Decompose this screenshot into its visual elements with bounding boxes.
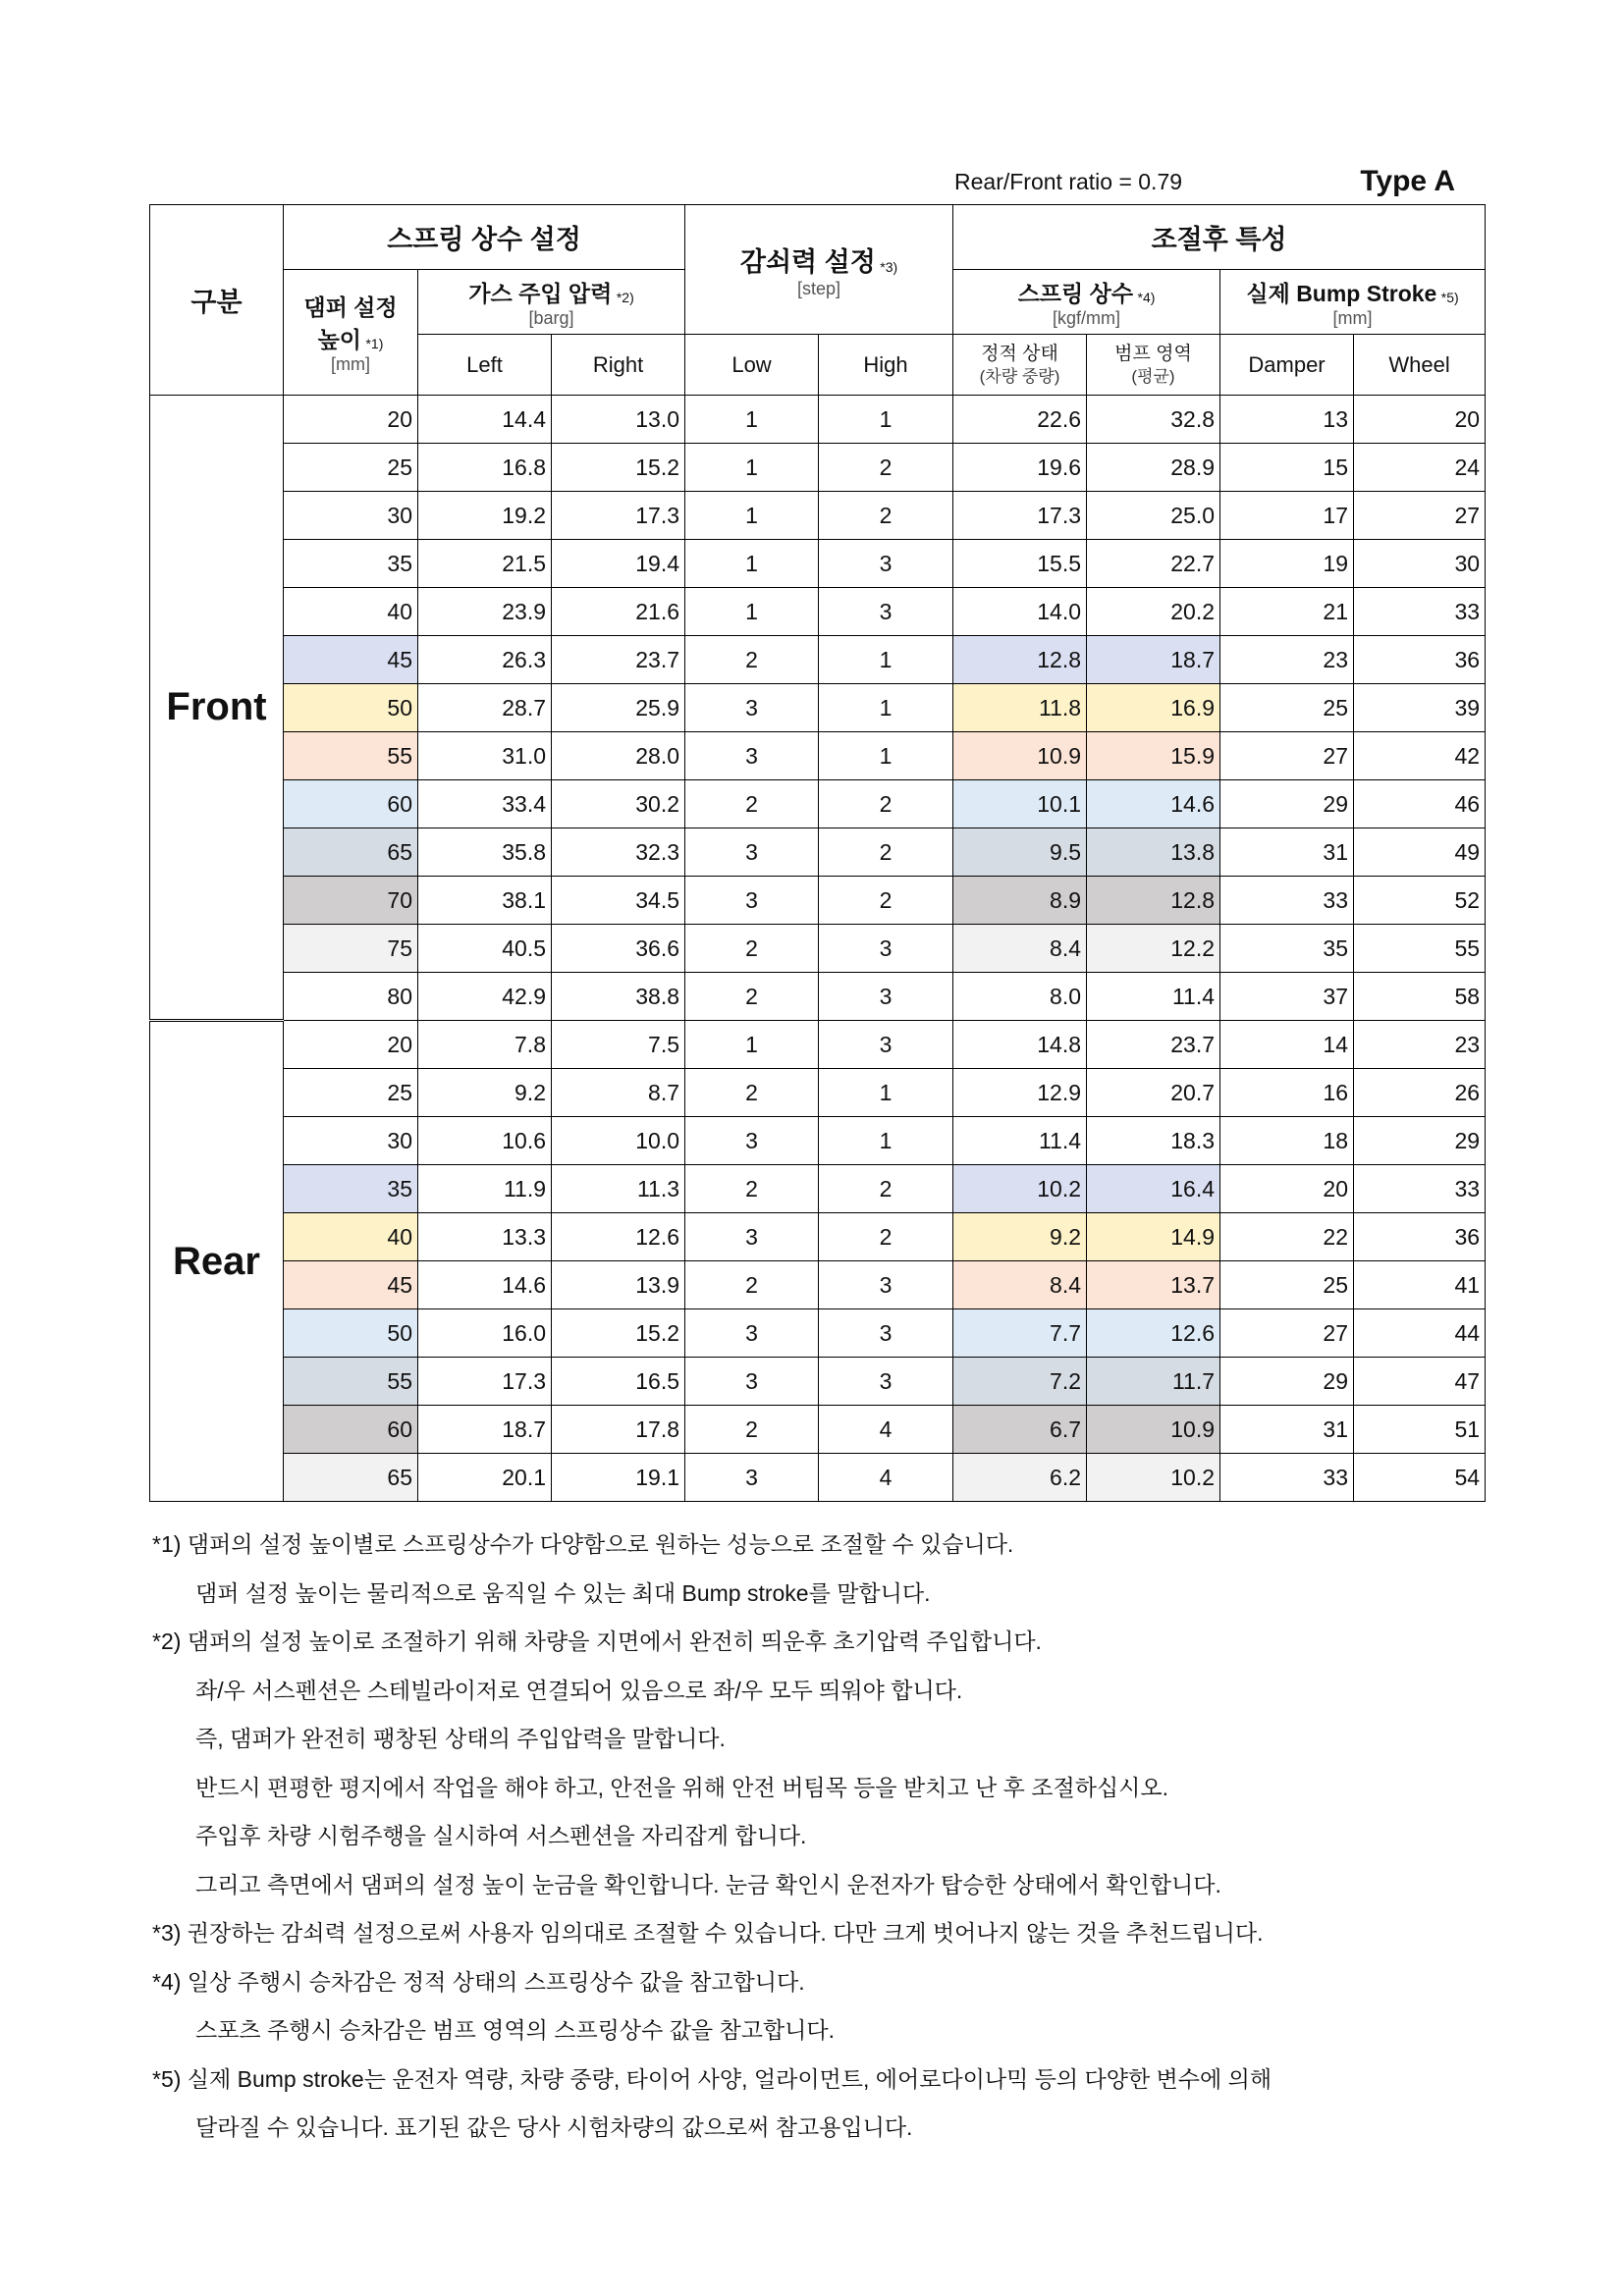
cell-high: 3: [819, 588, 953, 636]
static-label-2: (차량 중량): [979, 367, 1060, 386]
cell-high: 1: [819, 1069, 953, 1117]
cell-height: 65: [284, 1454, 418, 1502]
after-adjust-header: [953, 205, 1486, 270]
cell-damper: 35: [1220, 925, 1354, 973]
cell-height: 60: [284, 780, 418, 828]
cell-low: 2: [685, 780, 819, 828]
cell-static: 9.5: [953, 828, 1087, 877]
cell-bump: 20.7: [1087, 1069, 1220, 1117]
cell-damper: 18: [1220, 1117, 1354, 1165]
cell-low: 2: [685, 925, 819, 973]
cell-static: 22.6: [953, 396, 1087, 444]
cell-wheel: 33: [1354, 1165, 1486, 1213]
cell-damper: 29: [1220, 1358, 1354, 1406]
cell-height: 40: [284, 588, 418, 636]
footnote-line: 달라질 수 있습니다. 표기된 값은 당사 시험차량의 값으로써 참고용입니다.: [195, 2114, 913, 2140]
front-section: [150, 396, 1486, 1021]
cell-right: 13.9: [552, 1261, 685, 1309]
gas-pressure-label: 가스 주입 압력: [468, 280, 613, 306]
cell-high: 3: [819, 1021, 953, 1069]
cell-low: 2: [685, 1406, 819, 1454]
table-row: [150, 588, 1486, 636]
table-row: [150, 1069, 1486, 1117]
title-line: [149, 165, 1485, 204]
footnote-line: 그리고 측면에서 댐퍼의 설정 높이 눈금을 확인합니다. 눈금 확인시 운전자가 탑승한 상태에서 확인합니다.: [195, 1871, 1221, 1897]
cell-high: 4: [819, 1454, 953, 1502]
table-row: [150, 540, 1486, 588]
cell-bump: 28.9: [1087, 444, 1220, 492]
cell-height: 45: [284, 636, 418, 684]
cell-high: 2: [819, 492, 953, 540]
cell-damper: 31: [1220, 828, 1354, 877]
cell-height: 65: [284, 828, 418, 877]
cell-low: 3: [685, 1358, 819, 1406]
cell-high: 1: [819, 636, 953, 684]
cell-right: 25.9: [552, 684, 685, 732]
cell-bump: 23.7: [1087, 1021, 1220, 1069]
cell-wheel: 23: [1354, 1021, 1486, 1069]
cell-static: 12.9: [953, 1069, 1087, 1117]
cell-height: 30: [284, 492, 418, 540]
footnote-line: 주입후 차량 시험주행을 실시하여 서스펜션을 자리잡게 합니다.: [195, 1823, 807, 1848]
cell-low: 1: [685, 1021, 819, 1069]
cell-bump: 10.9: [1087, 1406, 1220, 1454]
high-header: [819, 335, 953, 396]
footnote-line: *4) 일상 주행시 승차감은 정적 상태의 스프링상수 값을 참고합니다.: [152, 1968, 805, 1995]
spring-unit: [kgf/mm]: [1053, 307, 1121, 328]
cell-right: 8.7: [552, 1069, 685, 1117]
cell-static: 14.0: [953, 588, 1087, 636]
cell-bump: 15.9: [1087, 732, 1220, 780]
damper-header: [1220, 335, 1354, 396]
footnote-line: 댐퍼 설정 높이는 물리적으로 움직일 수 있는 최대 Bump stroke를 말합니다.: [195, 1579, 931, 1606]
cell-bump: 10.2: [1087, 1454, 1220, 1502]
cell-height: 20: [284, 1021, 418, 1069]
table-row: [150, 1454, 1486, 1502]
cell-right: 38.8: [552, 973, 685, 1021]
cell-high: 2: [819, 877, 953, 925]
cell-wheel: 27: [1354, 492, 1486, 540]
cell-right: 34.5: [552, 877, 685, 925]
cell-low: 3: [685, 1454, 819, 1502]
cell-bump: 11.7: [1087, 1358, 1220, 1406]
footnote-line: *2) 댐퍼의 설정 높이로 조절하기 위해 차량을 지면에서 완전히 띄운후 초기압력 주입합니다.: [152, 1629, 1042, 1654]
cell-right: 17.3: [552, 492, 685, 540]
cell-height: 60: [284, 1406, 418, 1454]
cell-bump: 12.6: [1087, 1309, 1220, 1358]
cell-right: 32.3: [552, 828, 685, 877]
table-row: [150, 1406, 1486, 1454]
table-row: [150, 732, 1486, 780]
cell-low: 3: [685, 828, 819, 877]
footnote-line: 반드시 편평한 평지에서 작업을 해야 하고, 안전을 위해 안전 버팀목 등을 받치고 난 후 조절하십시오.: [195, 1774, 1168, 1800]
cell-high: 1: [819, 732, 953, 780]
cell-damper: 31: [1220, 1406, 1354, 1454]
cell-left: 16.8: [418, 444, 552, 492]
cell-left: 18.7: [418, 1406, 552, 1454]
cell-low: 3: [685, 1117, 819, 1165]
cell-left: 23.9: [418, 588, 552, 636]
cell-left: 35.8: [418, 828, 552, 877]
cell-static: 8.4: [953, 1261, 1087, 1309]
cell-high: 3: [819, 1261, 953, 1309]
damper-height-label-1: 댐퍼 설정: [303, 294, 398, 320]
cell-wheel: 20: [1354, 396, 1486, 444]
table-row: [150, 1117, 1486, 1165]
cell-right: 15.2: [552, 1309, 685, 1358]
cell-high: 1: [819, 396, 953, 444]
cell-left: 28.7: [418, 684, 552, 732]
cell-right: 23.7: [552, 636, 685, 684]
table-row: [150, 780, 1486, 828]
cell-bump: 16.9: [1087, 684, 1220, 732]
cell-height: 25: [284, 444, 418, 492]
cell-low: 1: [685, 444, 819, 492]
cell-static: 8.4: [953, 925, 1087, 973]
spring-spec-table: [149, 204, 1486, 1502]
cell-height: 55: [284, 1358, 418, 1406]
table-row: [150, 1165, 1486, 1213]
cell-bump: 32.8: [1087, 396, 1220, 444]
high-label: High: [863, 351, 908, 377]
table-row: [150, 444, 1486, 492]
cell-damper: 19: [1220, 540, 1354, 588]
cell-high: 2: [819, 1165, 953, 1213]
table-row: [150, 1358, 1486, 1406]
cell-height: 50: [284, 1309, 418, 1358]
cell-bump: 12.8: [1087, 877, 1220, 925]
bump-zone-label-2: (평균): [1131, 367, 1175, 386]
cell-wheel: 42: [1354, 732, 1486, 780]
cell-left: 7.8: [418, 1021, 552, 1069]
cell-left: 11.9: [418, 1165, 552, 1213]
cell-right: 16.5: [552, 1358, 685, 1406]
static-state-header: [953, 335, 1087, 396]
right-header: [552, 335, 685, 396]
cell-wheel: 51: [1354, 1406, 1486, 1454]
cell-low: 2: [685, 1261, 819, 1309]
cell-high: 3: [819, 1358, 953, 1406]
cell-high: 3: [819, 925, 953, 973]
cell-damper: 27: [1220, 1309, 1354, 1358]
table-row: [150, 684, 1486, 732]
cell-low: 3: [685, 684, 819, 732]
cell-low: 3: [685, 732, 819, 780]
cell-right: 19.4: [552, 540, 685, 588]
cell-wheel: 58: [1354, 973, 1486, 1021]
damper-label: Damper: [1248, 351, 1326, 377]
category-header: [150, 205, 284, 396]
after-adjust-label: 조절후 특성: [1151, 225, 1287, 254]
table-row: [150, 973, 1486, 1021]
cell-wheel: 39: [1354, 684, 1486, 732]
cell-left: 14.6: [418, 1261, 552, 1309]
cell-bump: 18.3: [1087, 1117, 1220, 1165]
wheel-header: [1354, 335, 1486, 396]
cell-static: 12.8: [953, 636, 1087, 684]
table-row: [150, 636, 1486, 684]
cell-static: 6.2: [953, 1454, 1087, 1502]
cell-static: 7.2: [953, 1358, 1087, 1406]
cell-bump: 20.2: [1087, 588, 1220, 636]
cell-left: 26.3: [418, 636, 552, 684]
cell-wheel: 46: [1354, 780, 1486, 828]
cell-static: 11.4: [953, 1117, 1087, 1165]
cell-height: 50: [284, 684, 418, 732]
low-header: [685, 335, 819, 396]
cell-damper: 22: [1220, 1213, 1354, 1261]
damper-height-unit: [mm]: [331, 354, 370, 374]
cell-left: 42.9: [418, 973, 552, 1021]
gas-unit: [barg]: [528, 307, 574, 328]
cell-wheel: 47: [1354, 1358, 1486, 1406]
bump-stroke-label: 실제 Bump Stroke: [1246, 280, 1437, 306]
cell-high: 3: [819, 973, 953, 1021]
footnote-line: *5) 실제 Bump stroke는 운전자 역량, 차량 중량, 타이어 사양, 얼라이먼트, 에어로다이나믹 등의 다양한 변수에 의해: [152, 2065, 1272, 2092]
cell-right: 12.6: [552, 1213, 685, 1261]
table-row: [150, 1309, 1486, 1358]
damper-height-note-mark: *1): [365, 335, 384, 351]
cell-damper: 25: [1220, 684, 1354, 732]
cell-height: 25: [284, 1069, 418, 1117]
gas-pressure-header: [418, 270, 685, 335]
wheel-label: Wheel: [1388, 351, 1450, 377]
gas-note-mark: *2): [616, 289, 634, 305]
cell-left: 19.2: [418, 492, 552, 540]
cell-height: 35: [284, 540, 418, 588]
cell-wheel: 26: [1354, 1069, 1486, 1117]
cell-left: 33.4: [418, 780, 552, 828]
cell-left: 20.1: [418, 1454, 552, 1502]
cell-static: 10.9: [953, 732, 1087, 780]
cell-damper: 14: [1220, 1021, 1354, 1069]
cell-wheel: 55: [1354, 925, 1486, 973]
cell-bump: 16.4: [1087, 1165, 1220, 1213]
cell-left: 14.4: [418, 396, 552, 444]
rear-label: Rear: [150, 1021, 284, 1502]
damping-unit: [step]: [797, 278, 841, 298]
cell-bump: 12.2: [1087, 925, 1220, 973]
cell-left: 10.6: [418, 1117, 552, 1165]
cell-bump: 22.7: [1087, 540, 1220, 588]
footnotes: [152, 1529, 1488, 2162]
cell-height: 40: [284, 1213, 418, 1261]
cell-high: 1: [819, 684, 953, 732]
cell-wheel: 49: [1354, 828, 1486, 877]
cell-damper: 37: [1220, 973, 1354, 1021]
cell-right: 30.2: [552, 780, 685, 828]
cell-right: 13.0: [552, 396, 685, 444]
spring-setting-label: 스프링 상수 설정: [387, 225, 581, 254]
cell-right: 36.6: [552, 925, 685, 973]
damping-note-mark: *3): [880, 258, 898, 275]
bump-stroke-header: [1220, 270, 1486, 335]
cell-height: 45: [284, 1261, 418, 1309]
cell-height: 55: [284, 732, 418, 780]
cell-static: 19.6: [953, 444, 1087, 492]
cell-damper: 25: [1220, 1261, 1354, 1309]
cell-right: 10.0: [552, 1117, 685, 1165]
cell-wheel: 29: [1354, 1117, 1486, 1165]
cell-wheel: 41: [1354, 1261, 1486, 1309]
bump-zone-header: [1087, 335, 1220, 396]
table-row: [150, 1021, 1486, 1069]
cell-wheel: 36: [1354, 636, 1486, 684]
rear-section: [150, 1021, 1486, 1502]
cell-wheel: 44: [1354, 1309, 1486, 1358]
footnote-line: 좌/우 서스펜션은 스테빌라이저로 연결되어 있음으로 좌/우 모두 띄워야 합니다.: [195, 1677, 963, 1703]
cell-static: 10.1: [953, 780, 1087, 828]
cell-bump: 25.0: [1087, 492, 1220, 540]
cell-height: 30: [284, 1117, 418, 1165]
ratio-text: Rear/Front ratio = 0.79: [954, 169, 1183, 194]
cell-low: 2: [685, 1069, 819, 1117]
cell-wheel: 30: [1354, 540, 1486, 588]
cell-damper: 27: [1220, 732, 1354, 780]
cell-bump: 13.7: [1087, 1261, 1220, 1309]
cell-static: 14.8: [953, 1021, 1087, 1069]
footnote-line: 즉, 댐퍼가 완전히 팽창된 상태의 주입압력을 말합니다.: [195, 1726, 726, 1751]
cell-height: 70: [284, 877, 418, 925]
cell-damper: 23: [1220, 636, 1354, 684]
cell-static: 10.2: [953, 1165, 1087, 1213]
cell-right: 7.5: [552, 1021, 685, 1069]
cell-low: 2: [685, 1165, 819, 1213]
spring-setting-header: [284, 205, 685, 270]
cell-left: 31.0: [418, 732, 552, 780]
cell-damper: 17: [1220, 492, 1354, 540]
cell-damper: 16: [1220, 1069, 1354, 1117]
table-row: [150, 1261, 1486, 1309]
cell-wheel: 52: [1354, 877, 1486, 925]
spring-rate-label: 스프링 상수: [1017, 280, 1134, 306]
spring-rate-header: [953, 270, 1220, 335]
cell-static: 11.8: [953, 684, 1087, 732]
cell-high: 2: [819, 1213, 953, 1261]
table-header: [150, 205, 1486, 396]
cell-static: 9.2: [953, 1213, 1087, 1261]
cell-left: 9.2: [418, 1069, 552, 1117]
cell-bump: 14.6: [1087, 780, 1220, 828]
cell-left: 17.3: [418, 1358, 552, 1406]
cell-right: 28.0: [552, 732, 685, 780]
cell-static: 8.9: [953, 877, 1087, 925]
cell-wheel: 24: [1354, 444, 1486, 492]
cell-high: 2: [819, 780, 953, 828]
damping-setting-label: 감쇠력 설정: [739, 246, 876, 277]
cell-bump: 11.4: [1087, 973, 1220, 1021]
footnote-line: 스포츠 주행시 승차감은 범프 영역의 스프링상수 값을 참고합니다.: [195, 2017, 836, 2043]
cell-right: 19.1: [552, 1454, 685, 1502]
table-row: [150, 877, 1486, 925]
cell-low: 3: [685, 1309, 819, 1358]
low-label: Low: [731, 351, 772, 377]
cell-damper: 21: [1220, 588, 1354, 636]
cell-static: 8.0: [953, 973, 1087, 1021]
cell-low: 1: [685, 396, 819, 444]
bump-unit: [mm]: [1332, 307, 1373, 328]
table-row: [150, 828, 1486, 877]
right-label: Right: [592, 351, 644, 377]
cell-static: 17.3: [953, 492, 1087, 540]
cell-left: 16.0: [418, 1309, 552, 1358]
cell-damper: 33: [1220, 1454, 1354, 1502]
cell-height: 35: [284, 1165, 418, 1213]
cell-left: 21.5: [418, 540, 552, 588]
cell-bump: 14.9: [1087, 1213, 1220, 1261]
table-row: [150, 396, 1486, 444]
cell-damper: 33: [1220, 877, 1354, 925]
cell-low: 1: [685, 492, 819, 540]
cell-damper: 13: [1220, 396, 1354, 444]
type-label: Type A: [1360, 165, 1455, 197]
cell-right: 15.2: [552, 444, 685, 492]
damping-setting-header: [685, 205, 953, 335]
bump-note-mark: *5): [1440, 289, 1459, 305]
footnote-line: *3) 권장하는 감쇠력 설정으로써 사용자 임의대로 조절할 수 있습니다. 다만 크게 벗어나지 않는 것을 추천드립니다.: [152, 1920, 1264, 1946]
category-label: 구분: [190, 288, 243, 317]
cell-low: 3: [685, 877, 819, 925]
cell-right: 11.3: [552, 1165, 685, 1213]
left-label: Left: [466, 351, 503, 377]
cell-left: 13.3: [418, 1213, 552, 1261]
cell-high: 1: [819, 1117, 953, 1165]
cell-height: 20: [284, 396, 418, 444]
bump-zone-label-1: 범프 영역: [1114, 344, 1192, 364]
front-label: Front: [150, 396, 284, 1021]
static-label-1: 정적 상태: [981, 344, 1058, 364]
cell-low: 1: [685, 540, 819, 588]
table-row: [150, 492, 1486, 540]
cell-height: 75: [284, 925, 418, 973]
cell-bump: 13.8: [1087, 828, 1220, 877]
cell-high: 4: [819, 1406, 953, 1454]
spring-note-mark: *4): [1137, 289, 1156, 305]
table-row: [150, 1213, 1486, 1261]
cell-damper: 15: [1220, 444, 1354, 492]
cell-left: 38.1: [418, 877, 552, 925]
cell-damper: 29: [1220, 780, 1354, 828]
cell-wheel: 36: [1354, 1213, 1486, 1261]
left-header: [418, 335, 552, 396]
cell-low: 1: [685, 588, 819, 636]
footnote-line: *1) 댐퍼의 설정 높이별로 스프링상수가 다양함으로 원하는 성능으로 조절할 수 있습니다.: [152, 1531, 1014, 1557]
table-row: [150, 925, 1486, 973]
cell-low: 2: [685, 973, 819, 1021]
cell-height: 80: [284, 973, 418, 1021]
cell-static: 7.7: [953, 1309, 1087, 1358]
cell-right: 21.6: [552, 588, 685, 636]
cell-wheel: 54: [1354, 1454, 1486, 1502]
cell-high: 3: [819, 540, 953, 588]
cell-right: 17.8: [552, 1406, 685, 1454]
damper-height-header: [284, 270, 418, 396]
cell-damper: 20: [1220, 1165, 1354, 1213]
damper-height-label-2: 높이: [317, 327, 362, 352]
cell-left: 40.5: [418, 925, 552, 973]
cell-bump: 18.7: [1087, 636, 1220, 684]
cell-static: 6.7: [953, 1406, 1087, 1454]
cell-high: 3: [819, 1309, 953, 1358]
cell-high: 2: [819, 828, 953, 877]
cell-low: 2: [685, 636, 819, 684]
cell-static: 15.5: [953, 540, 1087, 588]
cell-high: 2: [819, 444, 953, 492]
cell-wheel: 33: [1354, 588, 1486, 636]
cell-low: 3: [685, 1213, 819, 1261]
